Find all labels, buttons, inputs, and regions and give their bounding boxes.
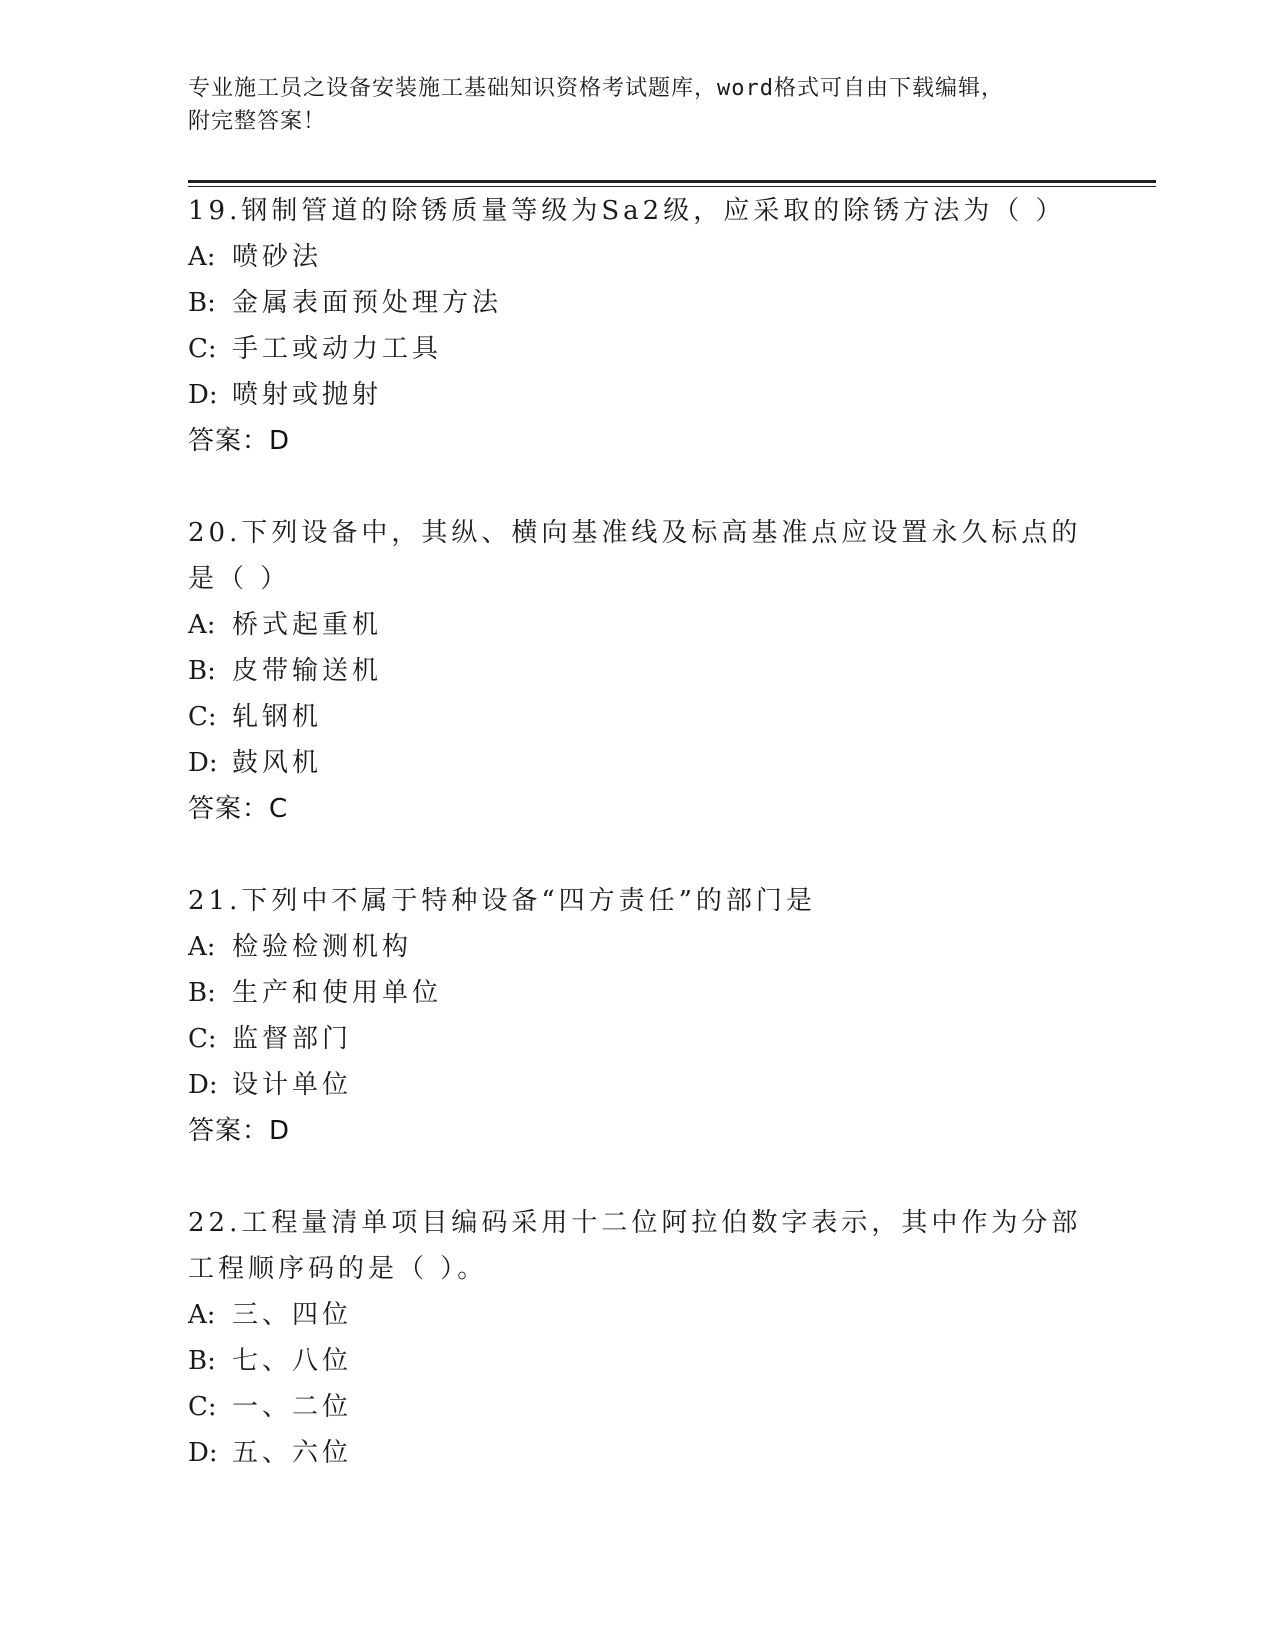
option-letter: D: bbox=[188, 1070, 218, 1100]
header-divider bbox=[188, 180, 1156, 187]
option-text: 设计单位 bbox=[232, 1070, 353, 1100]
option-letter: D: bbox=[188, 748, 218, 778]
option-c bbox=[188, 1016, 1088, 1062]
option-d bbox=[188, 740, 1088, 786]
answer-line: 答案：C bbox=[188, 794, 289, 824]
option-letter: A: bbox=[188, 932, 216, 962]
option-letter: C: bbox=[188, 334, 217, 364]
question-text: 22.工程量清单项目编码采用十二位阿拉伯数字表示，其中作为分部工程顺序码的是（ ）。 bbox=[188, 1208, 1082, 1284]
option-text: 监督部门 bbox=[232, 1024, 353, 1054]
option-letter: D: bbox=[188, 1438, 218, 1468]
option-letter: D: bbox=[188, 380, 218, 410]
option-letter: A: bbox=[188, 1300, 216, 1330]
option-letter: C: bbox=[188, 1392, 217, 1422]
answer-line: 答案：D bbox=[188, 1116, 291, 1146]
question-list bbox=[188, 188, 1088, 1476]
option-b bbox=[188, 970, 1088, 1016]
option-letter: B: bbox=[188, 1346, 216, 1376]
option-b bbox=[188, 648, 1088, 694]
question-20 bbox=[188, 510, 1088, 832]
option-letter: B: bbox=[188, 978, 216, 1008]
option-text: 一、二位 bbox=[232, 1392, 353, 1422]
option-letter: A: bbox=[188, 242, 216, 272]
question-text: 20.下列设备中，其纵、横向基准线及标高基准点应设置永久标点的是（ ） bbox=[188, 518, 1082, 594]
option-c bbox=[188, 1384, 1088, 1430]
option-b bbox=[188, 280, 1088, 326]
option-text: 皮带输送机 bbox=[232, 656, 383, 686]
option-a bbox=[188, 924, 1088, 970]
option-text: 检验检测机构 bbox=[232, 932, 413, 962]
option-letter: A: bbox=[188, 610, 216, 640]
question-text: 21.下列中不属于特种设备“四方责任”的部门是 bbox=[188, 886, 816, 916]
header-line-1: 专业施工员之设备安装施工基础知识资格考试题库，word格式可自由下载编辑， bbox=[188, 76, 1004, 101]
question-21 bbox=[188, 878, 1088, 1154]
option-text: 手工或动力工具 bbox=[232, 334, 443, 364]
option-text: 鼓风机 bbox=[232, 748, 323, 778]
document-header bbox=[188, 72, 1088, 138]
option-b bbox=[188, 1338, 1088, 1384]
option-a bbox=[188, 234, 1088, 280]
question-22 bbox=[188, 1200, 1088, 1476]
option-text: 喷射或抛射 bbox=[232, 380, 383, 410]
option-text: 生产和使用单位 bbox=[232, 978, 443, 1008]
option-text: 喷砂法 bbox=[232, 242, 323, 272]
question-19 bbox=[188, 188, 1088, 464]
option-text: 七、八位 bbox=[232, 1346, 353, 1376]
divider-thin-line bbox=[188, 186, 1156, 187]
option-d bbox=[188, 1062, 1088, 1108]
question-text: 19.钢制管道的除锈质量等级为Sa2级，应采取的除锈方法为（ ） bbox=[188, 196, 1066, 226]
option-letter: C: bbox=[188, 1024, 217, 1054]
option-text: 金属表面预处理方法 bbox=[232, 288, 503, 318]
option-c bbox=[188, 694, 1088, 740]
option-letter: B: bbox=[188, 656, 216, 686]
option-text: 三、四位 bbox=[232, 1300, 353, 1330]
option-letter: C: bbox=[188, 702, 217, 732]
option-a bbox=[188, 1292, 1088, 1338]
option-c bbox=[188, 326, 1088, 372]
option-letter: B: bbox=[188, 288, 216, 318]
answer-line: 答案：D bbox=[188, 426, 291, 456]
option-text: 桥式起重机 bbox=[232, 610, 383, 640]
option-a bbox=[188, 602, 1088, 648]
option-d bbox=[188, 372, 1088, 418]
header-line-2: 附完整答案！ bbox=[188, 109, 327, 134]
option-text: 五、六位 bbox=[232, 1438, 353, 1468]
option-text: 轧钢机 bbox=[232, 702, 323, 732]
option-d bbox=[188, 1430, 1088, 1476]
